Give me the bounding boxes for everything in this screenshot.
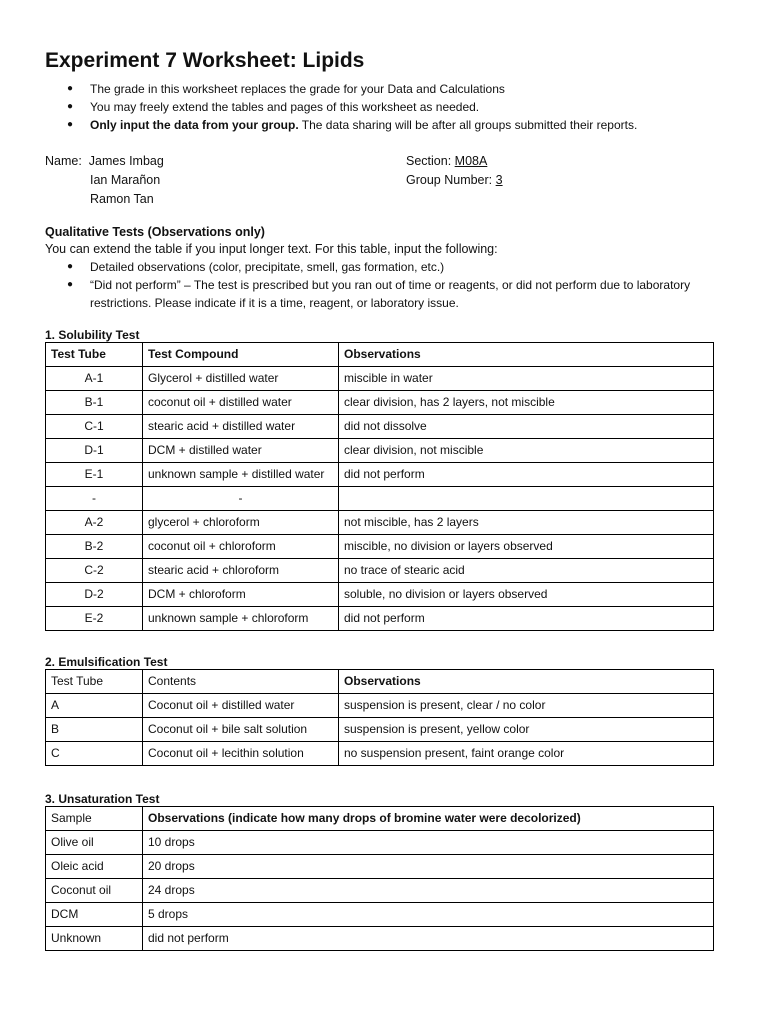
worksheet-page [45,48,715,951]
table-cell: stearic acid + chloroform [143,559,339,583]
table-cell: C [46,742,143,766]
table-cell: D-2 [46,583,143,607]
table-cell: Coconut oil + distilled water [143,694,339,718]
table-cell: stearic acid + distilled water [143,415,339,439]
table-cell: C-1 [46,415,143,439]
student-name: Ramon Tan [90,192,154,206]
group-number-value: 3 [495,173,503,187]
names-block [45,152,164,209]
table-cell: did not perform [143,927,714,951]
table-header-row [46,807,714,831]
table-row [46,487,714,511]
table-cell: - [143,487,339,511]
group-number-label: Group Number: [406,173,493,187]
table-cell: Glycerol + distilled water [143,367,339,391]
table-row [46,927,714,951]
header-cell: Sample [46,807,143,831]
table-cell: suspension is present, yellow color [339,718,714,742]
table-row [46,391,714,415]
table-cell: Coconut oil + lecithin solution [143,742,339,766]
table-cell: DCM [46,903,143,927]
intro-bullet-text: You may freely extend the tables and pages of this worksheet as needed. [90,100,480,114]
table-row [46,439,714,463]
intro-bullet-list [45,80,715,134]
table-row [46,831,714,855]
solubility-caption: 1. Solubility Test [45,328,140,342]
header-cell: Test Tube [46,670,143,694]
intro-bullet [90,116,715,134]
table-cell: C-2 [46,559,143,583]
table-row [46,415,714,439]
table-row [46,855,714,879]
qualitative-section [45,224,715,312]
table-cell [339,487,714,511]
table-cell: coconut oil + distilled water [143,391,339,415]
qualitative-bullet: ● Detailed observations (color, precipitate, smell, gas formation, etc.) [90,258,715,276]
table-row [46,463,714,487]
table-row [46,879,714,903]
table-row [46,511,714,535]
table-cell: unknown sample + distilled water [143,463,339,487]
qualitative-intro: You can extend the table if you input longer text. For this table, input the following: [45,242,498,256]
section-block [406,152,503,190]
table-cell: clear division, not miscible [339,439,714,463]
solubility-table [45,342,714,631]
table-cell: E-2 [46,607,143,631]
header-cell: Observations [339,343,714,367]
table-cell: A-1 [46,367,143,391]
table-cell: miscible in water [339,367,714,391]
table-cell: B-2 [46,535,143,559]
table-row [46,903,714,927]
page-title: Experiment 7 Worksheet: Lipids [45,49,365,72]
table-cell: Olive oil [46,831,143,855]
table-cell: 24 drops [143,879,714,903]
header-cell: Contents [143,670,339,694]
qualitative-heading: Qualitative Tests (Observations only) [45,225,265,239]
student-info [45,152,715,216]
table-cell: Unknown [46,927,143,951]
qualitative-bullet-list [45,258,715,312]
table-cell: A [46,694,143,718]
header-cell: Test Tube [46,343,143,367]
table-cell: suspension is present, clear / no color [339,694,714,718]
table-cell: no suspension present, faint orange color [339,742,714,766]
table-row [46,694,714,718]
table-row [46,367,714,391]
table-cell: coconut oil + chloroform [143,535,339,559]
table-row [46,718,714,742]
table-cell: DCM + distilled water [143,439,339,463]
intro-bullet-bold-text: Only input the data from your group. [90,118,299,132]
table-cell: E-1 [46,463,143,487]
table-cell: did not perform [339,463,714,487]
table-cell: - [46,487,143,511]
table-cell: A-2 [46,511,143,535]
table-cell: unknown sample + chloroform [143,607,339,631]
intro-bullet [90,80,715,98]
table-cell: did not perform [339,607,714,631]
table-row [46,607,714,631]
header-cell: Observations (indicate how many drops of bromine water were decolorized) [143,807,714,831]
table-header-row [46,670,714,694]
table-row [46,535,714,559]
table-cell: 20 drops [143,855,714,879]
table-cell: did not dissolve [339,415,714,439]
table-cell: B [46,718,143,742]
name-label: Name: [45,154,82,168]
table-cell: Coconut oil + bile salt solution [143,718,339,742]
table-cell: clear division, has 2 layers, not miscible [339,391,714,415]
table-cell: soluble, no division or layers observed [339,583,714,607]
emulsification-table [45,669,714,766]
table-cell: 10 drops [143,831,714,855]
header-cell: Test Compound [143,343,339,367]
emulsification-caption: 2. Emulsification Test [45,655,168,669]
table-cell: DCM + chloroform [143,583,339,607]
student-name: James Imbag [88,154,164,168]
unsaturation-caption: 3. Unsaturation Test [45,792,160,806]
table-cell: B-1 [46,391,143,415]
table-row [46,742,714,766]
table-cell: miscible, no division or layers observed [339,535,714,559]
intro-bullet-text: The data sharing will be after all groups submitted their reports. [298,118,638,132]
table-cell: not miscible, has 2 layers [339,511,714,535]
table-header-row [46,343,714,367]
table-row [46,559,714,583]
section-label: Section: [406,154,452,168]
student-name: Ian Marañon [90,173,161,187]
unsaturation-table [45,806,714,951]
section-value: M08A [454,154,488,168]
table-cell: Oleic acid [46,855,143,879]
table-cell: glycerol + chloroform [143,511,339,535]
header-cell: Observations [339,670,714,694]
table-cell: D-1 [46,439,143,463]
table-cell: no trace of stearic acid [339,559,714,583]
intro-bullet-text: The grade in this worksheet replaces the grade for your Data and Calculations [90,82,505,96]
table-row [46,583,714,607]
table-cell: Coconut oil [46,879,143,903]
intro-bullet [90,98,715,116]
qualitative-bullet: ● “Did not perform” – The test is prescribed but you ran out of time or reagents, or did not perform due to laboratory restrictions. Please indicate if it is a time, reagent, or laboratory issue. [90,276,715,312]
table-cell: 5 drops [143,903,714,927]
